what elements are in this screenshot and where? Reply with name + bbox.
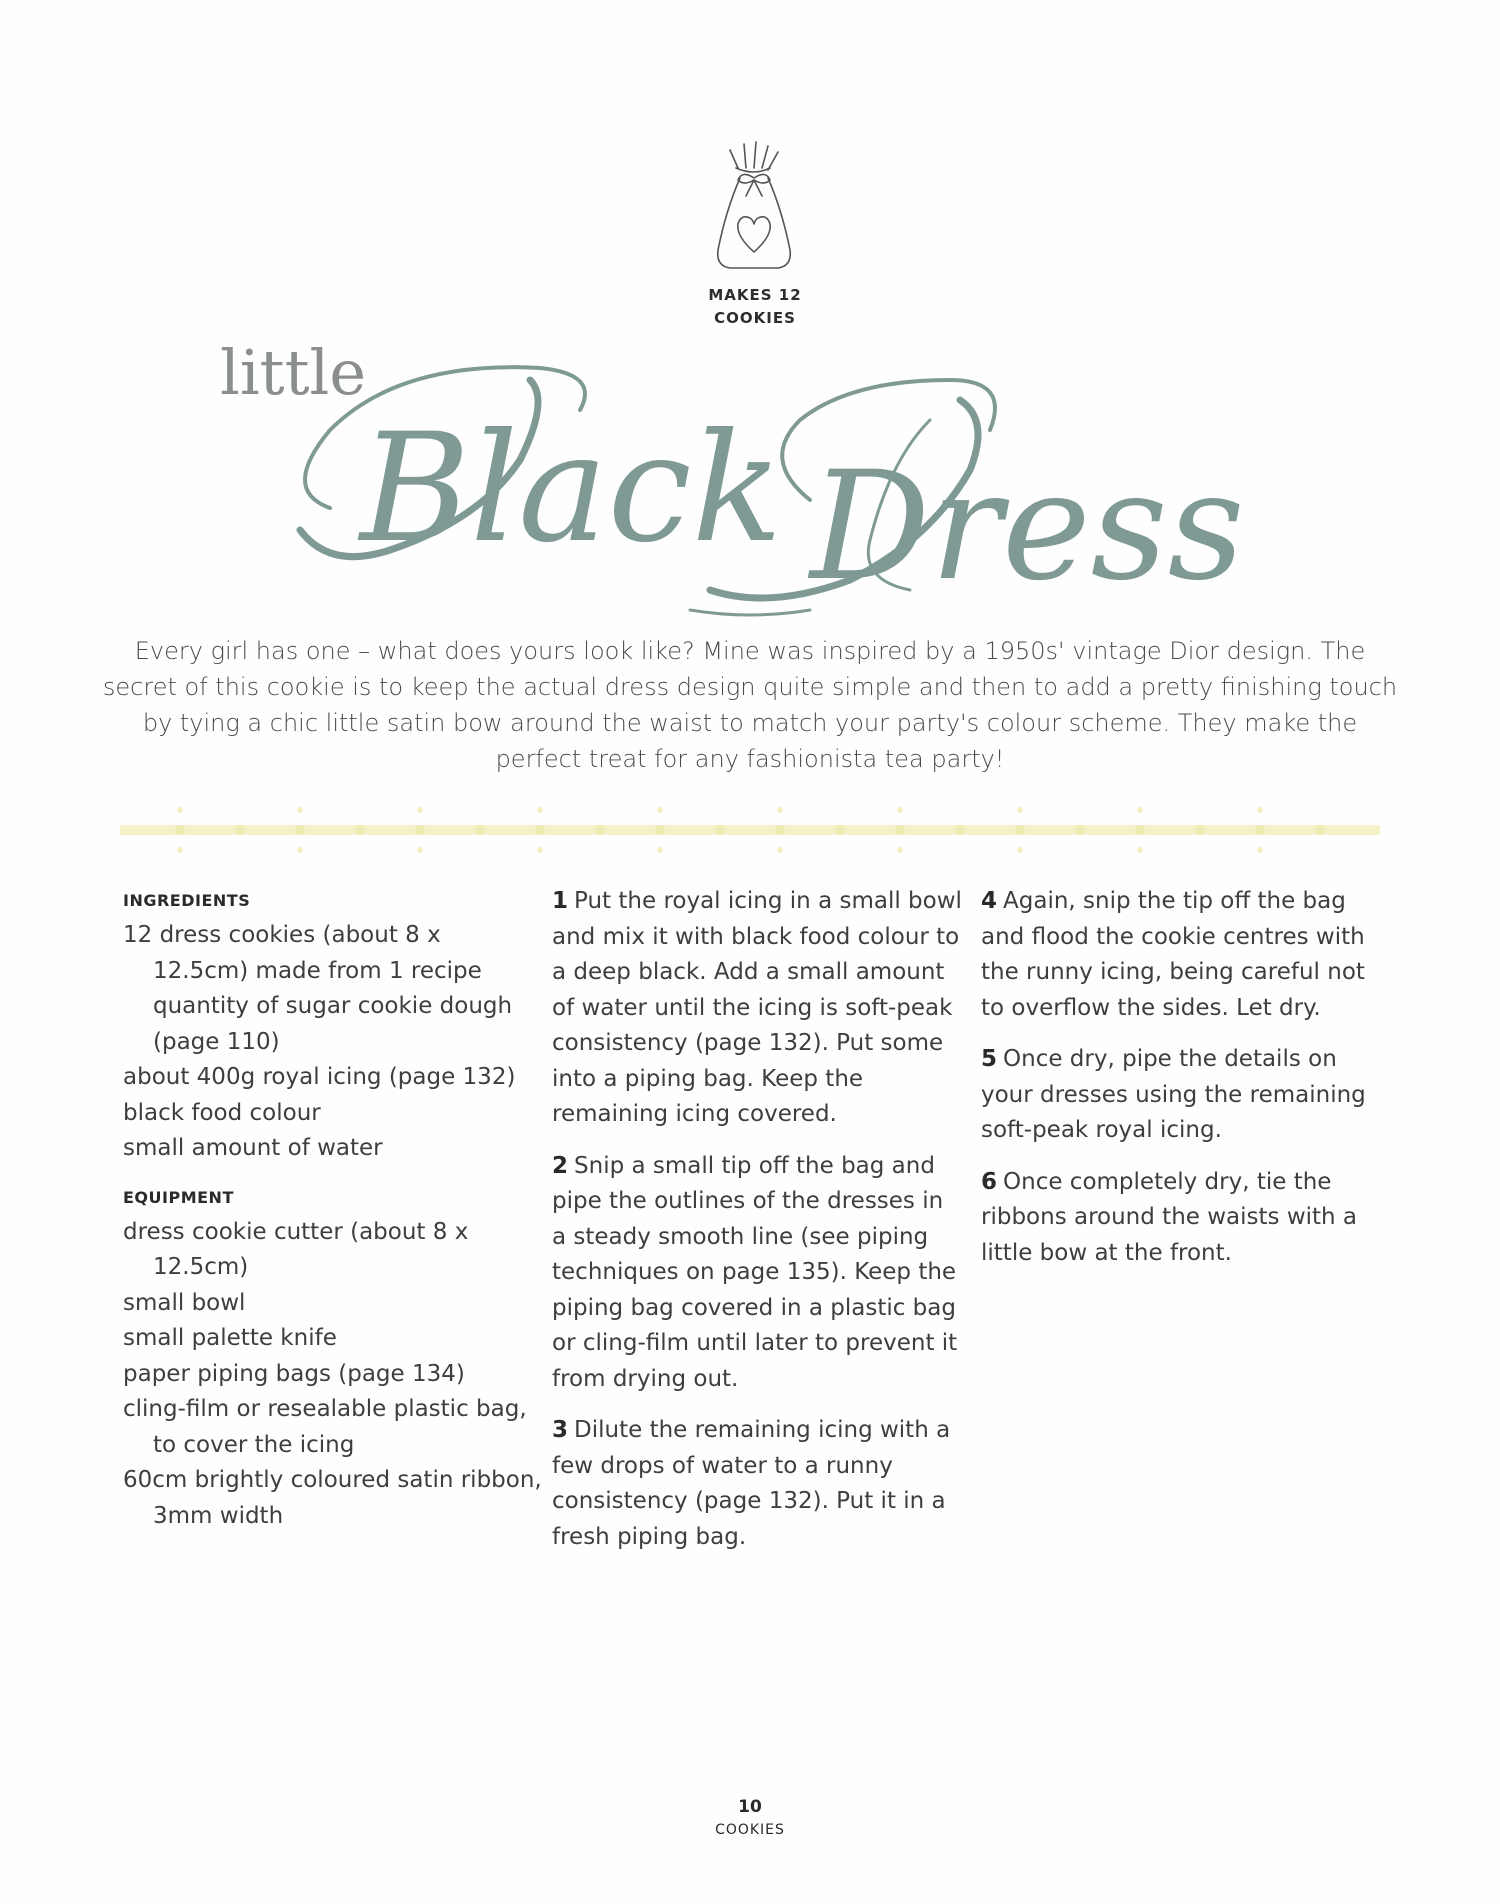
equipment-item: cling-film or resealable plastic bag, to cover the icing	[123, 1396, 527, 1458]
step-number: 5	[981, 1046, 998, 1072]
step-number: 4	[981, 888, 998, 914]
page-number: 10	[738, 1797, 762, 1817]
yield-line-2: COOKIES	[714, 309, 796, 327]
method-step-6	[981, 1165, 1391, 1272]
cookie-bag-heart-icon	[708, 140, 800, 280]
title-dress-word: Dress	[810, 440, 1245, 614]
step-text: Once dry, pipe the details on your dresses using the remaining soft-peak royal icing.	[981, 1046, 1366, 1143]
equipment-item: 60cm brightly coloured satin ribbon, 3mm width	[123, 1467, 542, 1529]
ingredients-column	[123, 884, 543, 1534]
title-prefix: little	[220, 336, 367, 409]
step-text: Once completely dry, tie the ribbons around the waists with a little bow at the front.	[981, 1168, 1358, 1266]
method-step-4	[981, 884, 1391, 1026]
equipment-item: paper piping bags (page 134)	[123, 1360, 465, 1387]
ingredient-item: black food colour	[123, 1099, 321, 1126]
step-number: 2	[552, 1152, 569, 1179]
equipment-item: dress cookie cutter (about 8 x 12.5cm)	[123, 1218, 469, 1280]
ingredient-item: 12 dress cookies (about 8 x 12.5cm) made from 1 recipe quantity of sugar cookie dough (page 110)	[123, 922, 513, 1055]
step-text: Dilute the remaining icing with a few drops of water to a runny consistency (page 132). Put it in a fresh piping bag.	[552, 1417, 951, 1550]
yield-line-1: MAKES 12	[708, 286, 802, 304]
intro-paragraph: Every girl has one – what does yours look like? Mine was inspired by a 1950s' vintage Dior design. The secret of this cookie is to keep the actual dress design quite simple and then to add a pretty finishing touch by tying a chic little satin bow around the waist to match your party's colour scheme. They make the perfect treat for any fashionista tea party!	[102, 637, 1398, 773]
equipment-list	[123, 1215, 543, 1535]
method-column-2	[981, 884, 1391, 1287]
method-step-2	[552, 1149, 962, 1398]
decorative-divider	[120, 800, 1380, 860]
step-number: 1	[552, 888, 569, 914]
equipment-item: small bowl	[123, 1289, 246, 1316]
method-step-1	[552, 884, 962, 1133]
section-name: COOKIES	[715, 1822, 785, 1838]
ingredient-item: small amount of water	[123, 1135, 383, 1161]
step-number: 3	[552, 1417, 569, 1443]
step-text: Again, snip the tip off the bag and flood the cookie centres with the runny icing, being careful not to overflow the sides. Let dry.	[981, 888, 1365, 1021]
ingredients-heading: INGREDIENTS	[123, 891, 251, 910]
step-text: Snip a small tip off the bag and pipe the outlines of the dresses in a steady smooth line (see piping techniques on page 135). Keep the piping bag covered in a plastic bag or cling-film until later to prevent it from drying out.	[552, 1152, 958, 1392]
recipe-yield	[640, 284, 870, 330]
title-script	[290, 340, 1250, 620]
equipment-item: small palette knife	[123, 1325, 337, 1351]
method-step-5	[981, 1042, 1391, 1149]
title-black-word: Black	[360, 402, 783, 576]
equipment-heading: EQUIPMENT	[123, 1187, 234, 1207]
method-column-1	[552, 884, 962, 1571]
ingredient-item: about 400g royal icing (page 132)	[123, 1064, 516, 1090]
method-step-3	[552, 1413, 962, 1555]
step-text: Put the royal icing in a small bowl and mix it with black food colour to a deep black. Add a small amount of water until the icing is soft-peak consistency (page 132). Put some into a piping bag. Keep the remaining icing covered.	[552, 888, 962, 1127]
ingredients-list	[123, 918, 543, 1167]
step-number: 6	[981, 1168, 998, 1195]
